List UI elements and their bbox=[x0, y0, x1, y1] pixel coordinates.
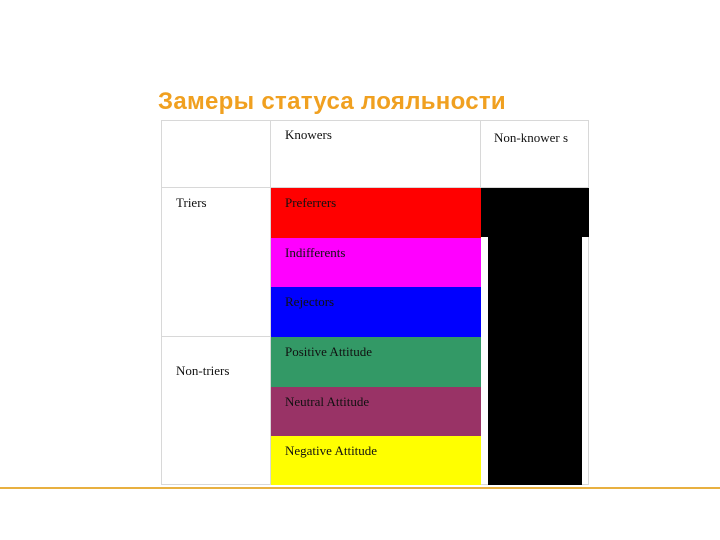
row-group-non-triers-label: Non-triers bbox=[176, 363, 230, 378]
segment-cell-preferrers bbox=[271, 188, 481, 238]
header-knowers-cell bbox=[271, 121, 481, 188]
row-group-triers-cell bbox=[162, 188, 271, 337]
segment-label-indifferents: Indifferents bbox=[285, 245, 346, 260]
segment-cell-rejectors bbox=[271, 287, 481, 337]
header-corner-cell bbox=[162, 121, 271, 188]
segment-label-negative-attitude: Negative Attitude bbox=[285, 443, 378, 458]
slide-title: Замеры статуса лояльности bbox=[158, 88, 506, 115]
grid-line bbox=[480, 121, 481, 188]
segment-cell-positive-attitude bbox=[271, 337, 481, 387]
footer-divider bbox=[0, 487, 720, 489]
row-group-triers-label: Triers bbox=[176, 195, 207, 210]
non-knowers-fill-column bbox=[488, 237, 582, 485]
segment-label-neutral-attitude: Neutral Attitude bbox=[285, 394, 370, 409]
segment-cell-neutral-attitude bbox=[271, 387, 481, 436]
grid-line bbox=[162, 336, 271, 337]
segment-cell-negative-attitude bbox=[271, 436, 481, 485]
grid-line bbox=[270, 121, 271, 485]
segment-label-positive-attitude: Positive Attitude bbox=[285, 344, 373, 359]
non-knowers-fill-top bbox=[481, 188, 589, 237]
segment-label-rejectors: Rejectors bbox=[285, 294, 335, 309]
header-non-knowers-label: Non-knower s bbox=[494, 130, 569, 145]
row-group-non-triers-cell bbox=[162, 337, 271, 485]
segment-label-preferrers: Preferrers bbox=[285, 195, 337, 210]
header-knowers-label: Knowers bbox=[285, 127, 332, 142]
loyalty-status-table bbox=[161, 120, 589, 485]
header-non-knowers-cell bbox=[481, 121, 589, 188]
grid-line bbox=[271, 187, 589, 188]
grid-line bbox=[162, 187, 271, 188]
segment-cell-indifferents bbox=[271, 238, 481, 287]
